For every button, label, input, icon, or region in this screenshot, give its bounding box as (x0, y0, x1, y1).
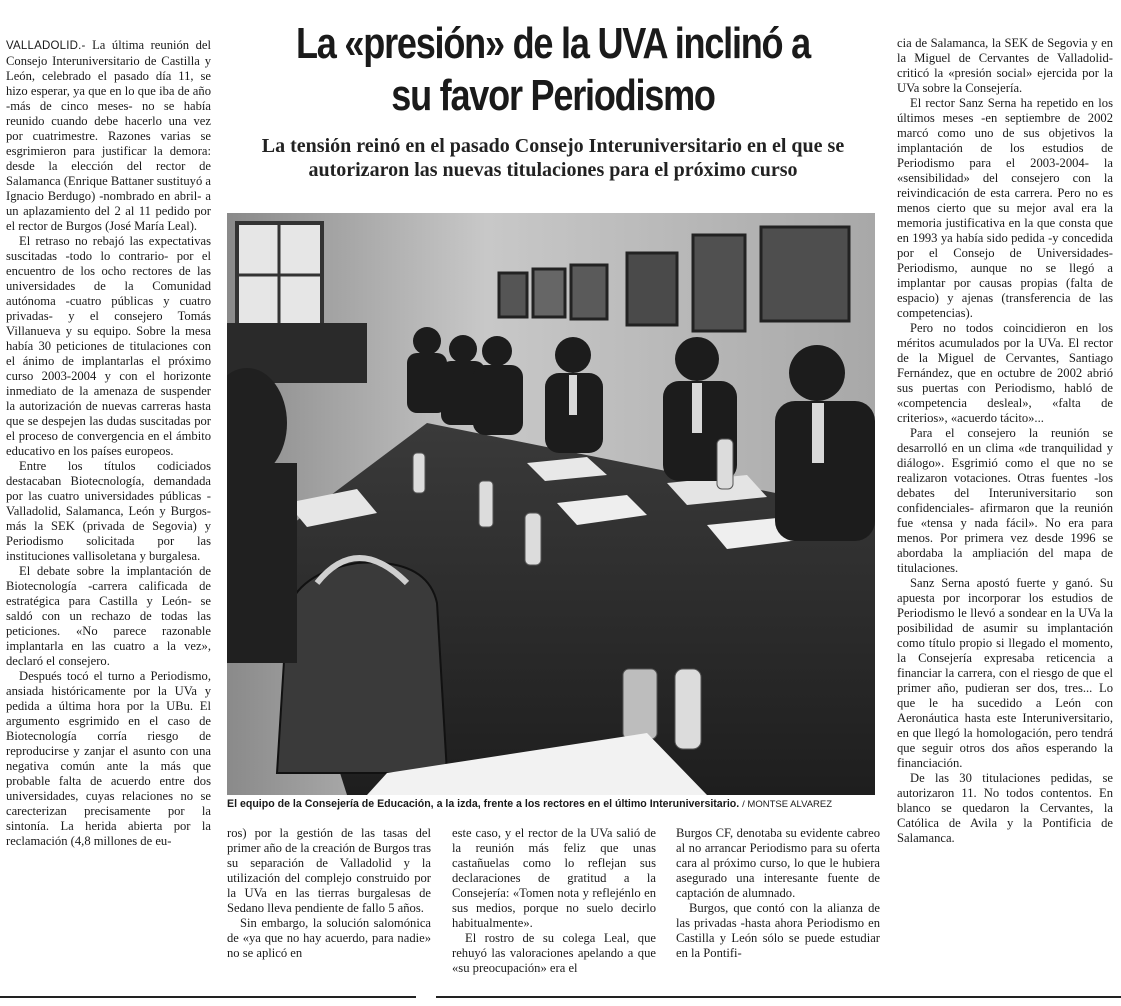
paragraph: este caso, y el rector de la UVa salió de la reunión más feliz que unas castañuelas como lo reflejan sus declaraciones de gratitud a la Consejería: «Tomen nota y reflejénlo en sus medios, porque no suelo decirlo habitualmente». (452, 826, 656, 930)
paragraph: Entre los títulos codiciados destacaban Biotecnología, demandada por las cuatro universidades públicas -Valladolid, Salamanca, León y Burgos- más la SEK (privada de Segovia) y Periodismo solicitada por las instituciones vallisoletana y burgalesa. (6, 459, 211, 563)
meeting-photo (227, 213, 875, 795)
paragraph: Después tocó el turno a Periodismo, ansiada históricamente por la UVa y pedida a última hora por la UBu. El argumento esgrimido en el caso de Biotecnología corría riesgo de reproducirse y zanjar el asunto con una negativa común ante la más que probable falta de acuerdo entre dos universidades, cuyas relaciones no se carecterizan precisamente por la sintonía. La herida abierta por la reclamación (4,8 millones de eu- (6, 669, 211, 848)
article-column-3 (452, 826, 656, 984)
paragraph: Sanz Serna apostó fuerte y ganó. Su apuesta por incorporar los estudios de Periodismo le llevó a sondear en la UVa la posibilidad de asumir su implantación como título propio si llegado el momento, la Consejería expresaba reticencia a financiar la carrera, con el riesgo de que el primer año, pudieran ser dos, tres... Lo que le ha sucedido a León con Aeronáutica hasta este Interuniversitario, en que llegó la homologación, pero tendrá que seguir otros dos años esperando la financiación. (897, 576, 1113, 770)
article-column-1 (6, 38, 211, 980)
paragraph: El rostro de su colega Leal, que rehuyó las valoraciones apelando a que «su preocupación» era el (452, 931, 656, 975)
paragraph: El rector Sanz Serna ha repetido en los últimos meses -en septiembre de 2002 marcó como uno de sus objetivos la implantación de los estudios de Periodismo para el 2003-2004- la «sensibilidad» del consejero con la reivindicación de esta carrera. Pero no es menos cierto que su mejor aval era la memoria justificativa en la que consta que en 1993 ya había sido pedida -y concedida por el Consejo de Universidades- Periodismo, aunque no se llegó a implantar por causas propias (falta de espacio) y ajenas (transferencia de las competencias). (897, 96, 1113, 320)
paragraph: El debate sobre la implantación de Biotecnología -carrera calificada de estratégica para Castilla y León- se saldó con un rechazo de todas las peticiones. «No parece razonable implantarla en las cuatro a la vez», declaró el consejero. (6, 564, 211, 668)
paragraph: Para el consejero la reunión se desarrolló en un clima «de tranquilidad y diálogo». Esgrimió como el que no se realizaron votaciones. Otras fuentes -los debates del Interuniversitario son confidenciales- afirmaron que la reunión fue «tensa y nada fácil». No era para menos. Por primera vez desde 1996 se abordaba la ampliación del mapa de titulaciones. (897, 426, 1113, 575)
article-column-2 (227, 826, 431, 984)
paragraph: Burgos CF, denotaba su evidente cabreo al no arrancar Periodismo para su oferta cara al próximo curso, lo que le hubiera asegurado una interesante fuente de captación de alumnado. (676, 826, 880, 900)
paragraph: cia de Salamanca, la SEK de Segovia y en la Miguel de Cervantes de Valladolid- criticó la «presión social» ejercida por la UVa sobre la Consejería. (897, 36, 1113, 95)
subheadline: La tensión reinó en el pasado Consejo Interuniversitario en el que se autorizaron las nuevas titulaciones para el próximo curso (261, 135, 845, 181)
photo-credit: / MONTSE ALVAREZ (742, 799, 833, 810)
paragraph: VALLADOLID.- La última reunión del Consejo Interuniversitario de Castilla y León, celebrado el pasado día 11, se hizo esperar, ya que en lo que iba de año -más de cinco meses- no se había reunido cuando debe hacerlo una vez por cuatrimestre. Razones varias se esgrimieron para justificar la demora: desde la elección del rector de Salamanca (Enrique Battaner sustituyó a Ignacio Berdugo) -nombrado en abril- a un aplazamiento del 2 al 11 pedido por el rector de Burgos (José María Leal). (6, 38, 211, 233)
bottom-rule-right (436, 996, 1121, 998)
photo-caption (227, 798, 875, 811)
paragraph: ros) por la gestión de las tasas del primer año de la creación de Burgos tras su separación de Valladolid y la utilización del complejo construido por la UVa en las tierras burgalesas de Sedano lleva pendiente de fallo 5 años. (227, 826, 431, 915)
caption-text: El equipo de la Consejería de Educación, a la izda, frente a los rectores en el último Interuniversitario. (227, 798, 740, 810)
headline: La «presión» de la UVA inclinó a su favor Periodismo (295, 19, 811, 120)
paragraph: De las 30 titulaciones pedidas, se autorizaron 11. No todos contentos. En blanco se quedaron la Cervantes, la Católica de Avila y la Pontificia de Salamanca. (897, 771, 1113, 845)
bottom-rule-left (0, 996, 416, 998)
article-column-5 (897, 36, 1113, 986)
dateline: VALLADOLID.- (6, 40, 86, 52)
article-column-4 (676, 826, 880, 984)
paragraph: El retraso no rebajó las expectativas suscitadas -todo lo contrario- por el encuentro de los ocho rectores de las universidades de la Comunidad autónoma -cuatro públicas y cuatro privadas- y el consejero Tomás Villanueva y su equipo. Sobre la mesa había 30 peticiones de titulaciones con el ánimo de implantarlas el próximo curso 2003-2004 y con el horizonte inmediato de la amenaza de suspender la autorización de nuevas carreras hasta que se despejen las dudas suscitadas por el proceso de convergencia en el ámbito educativo en los países europeos. (6, 234, 211, 458)
paragraph: Sin embargo, la solución salomónica de «ya que no hay acuerdo, para nadie» no se aplicó en (227, 916, 431, 960)
paragraph: Pero no todos coincidieron en los méritos acumulados por la UVa. El rector de la Miguel de Cervantes, Santiago Fernández, que en octubre de 2002 abrió sus puertas con Periodismo, habló de «competencia desleal», «falta de criterios», «acuerdo tácito»... (897, 321, 1113, 425)
paragraph: Burgos, que contó con la alianza de las privadas -hasta ahora Periodismo en Castilla y León sólo se puede estudiar en la Pontifi- (676, 901, 880, 960)
